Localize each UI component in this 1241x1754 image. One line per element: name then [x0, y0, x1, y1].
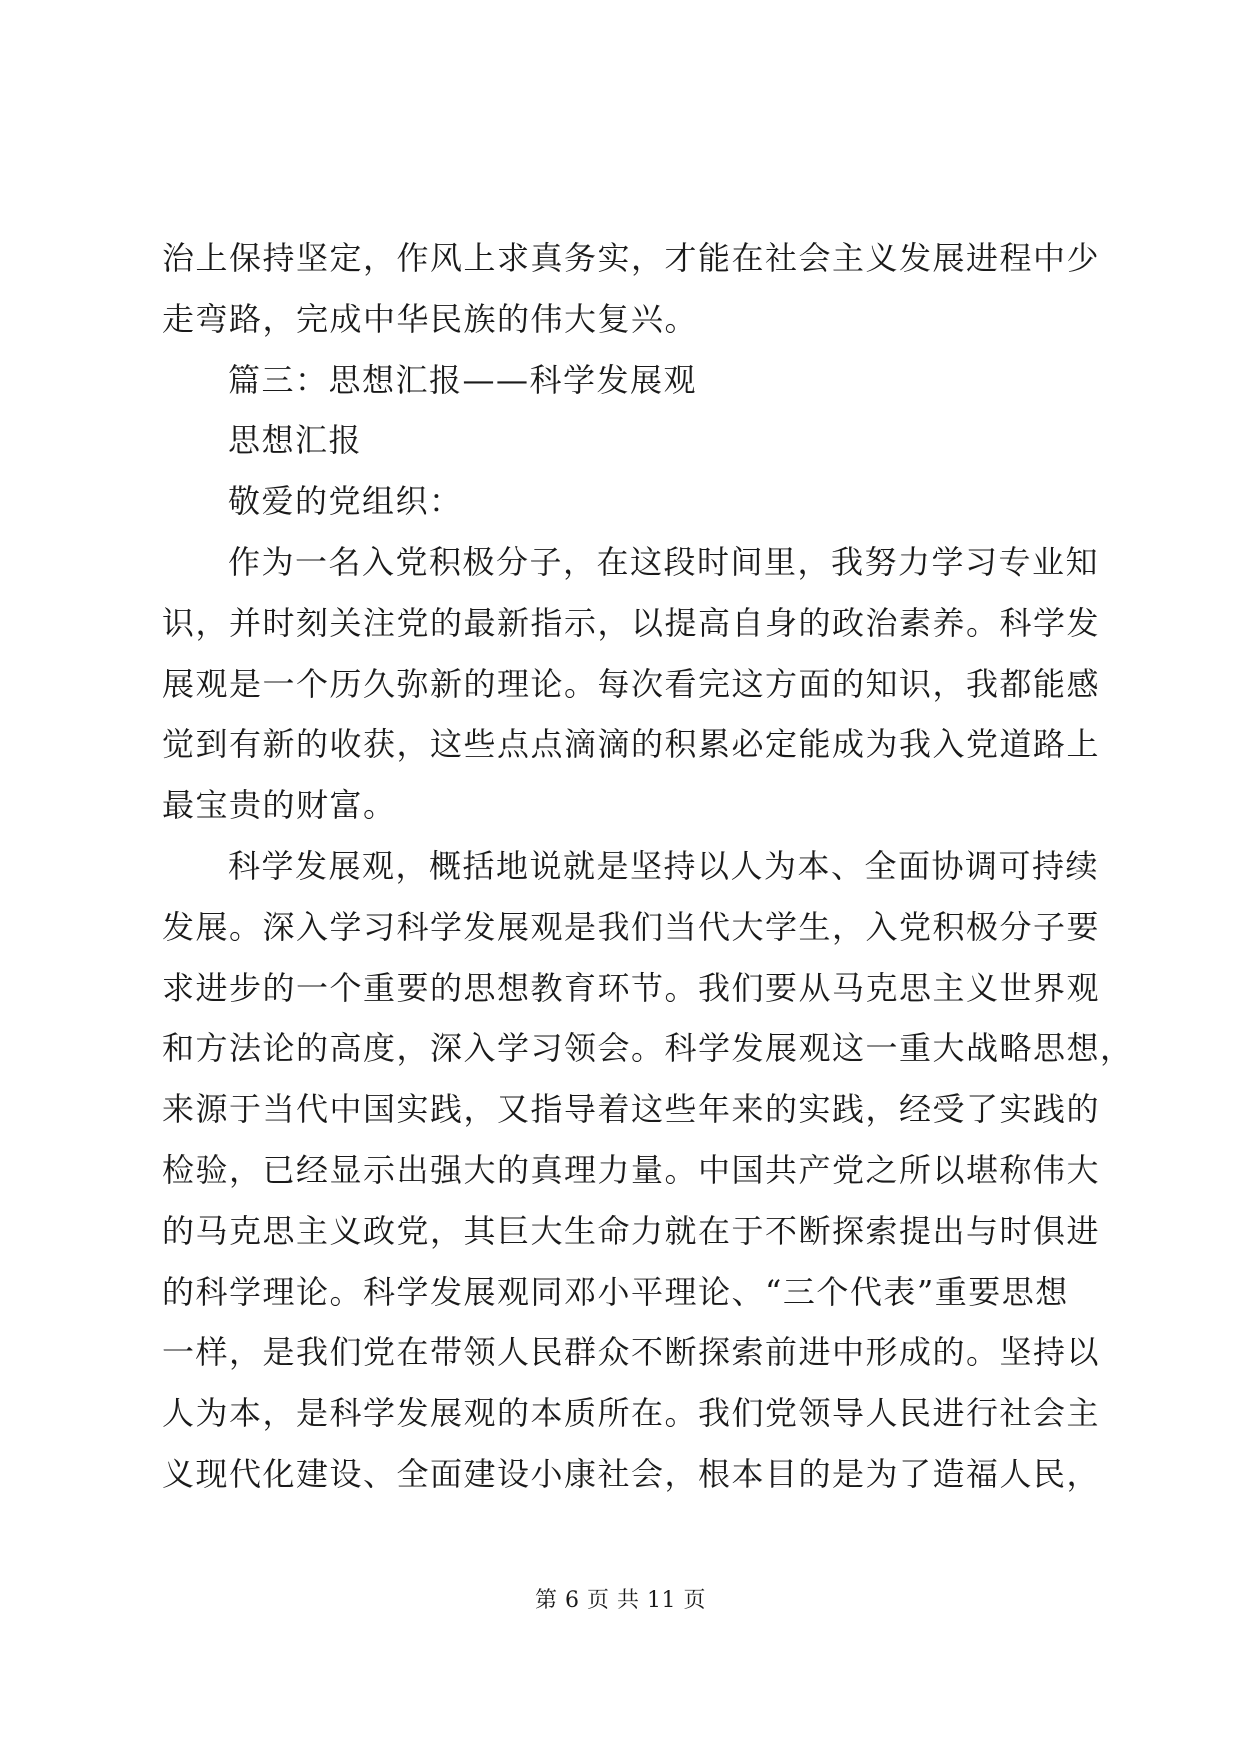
text-line: 的马克思主义政党，其巨大生命力就在于不断探索提出与时俱进: [162, 1211, 1101, 1250]
text-line: 的科学理论。科学发展观同邓小平理论、“三个代表”重要思想: [162, 1272, 1069, 1311]
text-line: 展观是一个历久弥新的理论。每次看完这方面的知识，我都能感: [162, 664, 1101, 703]
text-line: 人为本，是科学发展观的本质所在。我们党领导人民进行社会主: [162, 1394, 1101, 1433]
text-line: 治上保持坚定，作风上求真务实，才能在社会主义发展进程中少: [162, 239, 1101, 277]
text-line: 作为一名入党积极分子，在这段时间里，我努力学习专业知: [228, 542, 1100, 581]
text-line: 一样，是我们党在带领人民群众不断探索前进中形成的。坚持以: [162, 1333, 1101, 1372]
page-footer: 第 6 页 共 11 页: [535, 1588, 706, 1613]
text-line: 来源于当代中国实践，又指导着这些年来的实践，经受了实践的: [162, 1090, 1101, 1129]
text-line: 发展。深入学习科学发展观是我们当代大学生，入党积极分子要: [162, 907, 1101, 946]
text-line: 篇三：思想汇报——科学发展观: [228, 360, 698, 399]
text-line: 走弯路，完成中华民族的伟大复兴。: [162, 299, 699, 338]
text-line: 最宝贵的财富。: [162, 786, 397, 825]
text-line: 觉到有新的收获，这些点点滴滴的积累必定能成为我入党道路上: [162, 725, 1101, 764]
text-line: 科学发展观，概括地说就是坚持以人为本、全面协调可持续: [228, 846, 1100, 885]
document-body: [162, 228, 1134, 1505]
text-line: 和方法论的高度，深入学习领会。科学发展观这一重大战略思想，: [162, 1029, 1134, 1068]
text-line: 识，并时刻关注党的最新指示，以提高自身的政治素养。科学发: [162, 603, 1101, 642]
text-line: 思想汇报: [228, 421, 363, 460]
text-line: 义现代化建设、全面建设小康社会，根本目的是为了造福人民，: [162, 1454, 1101, 1493]
text-line: 求进步的一个重要的思想教育环节。我们要从马克思主义世界观: [162, 968, 1101, 1007]
text-line: 检验，已经显示出强大的真理力量。中国共产党之所以堪称伟大: [162, 1150, 1101, 1189]
text-line: 敬爱的党组织：: [228, 482, 463, 521]
